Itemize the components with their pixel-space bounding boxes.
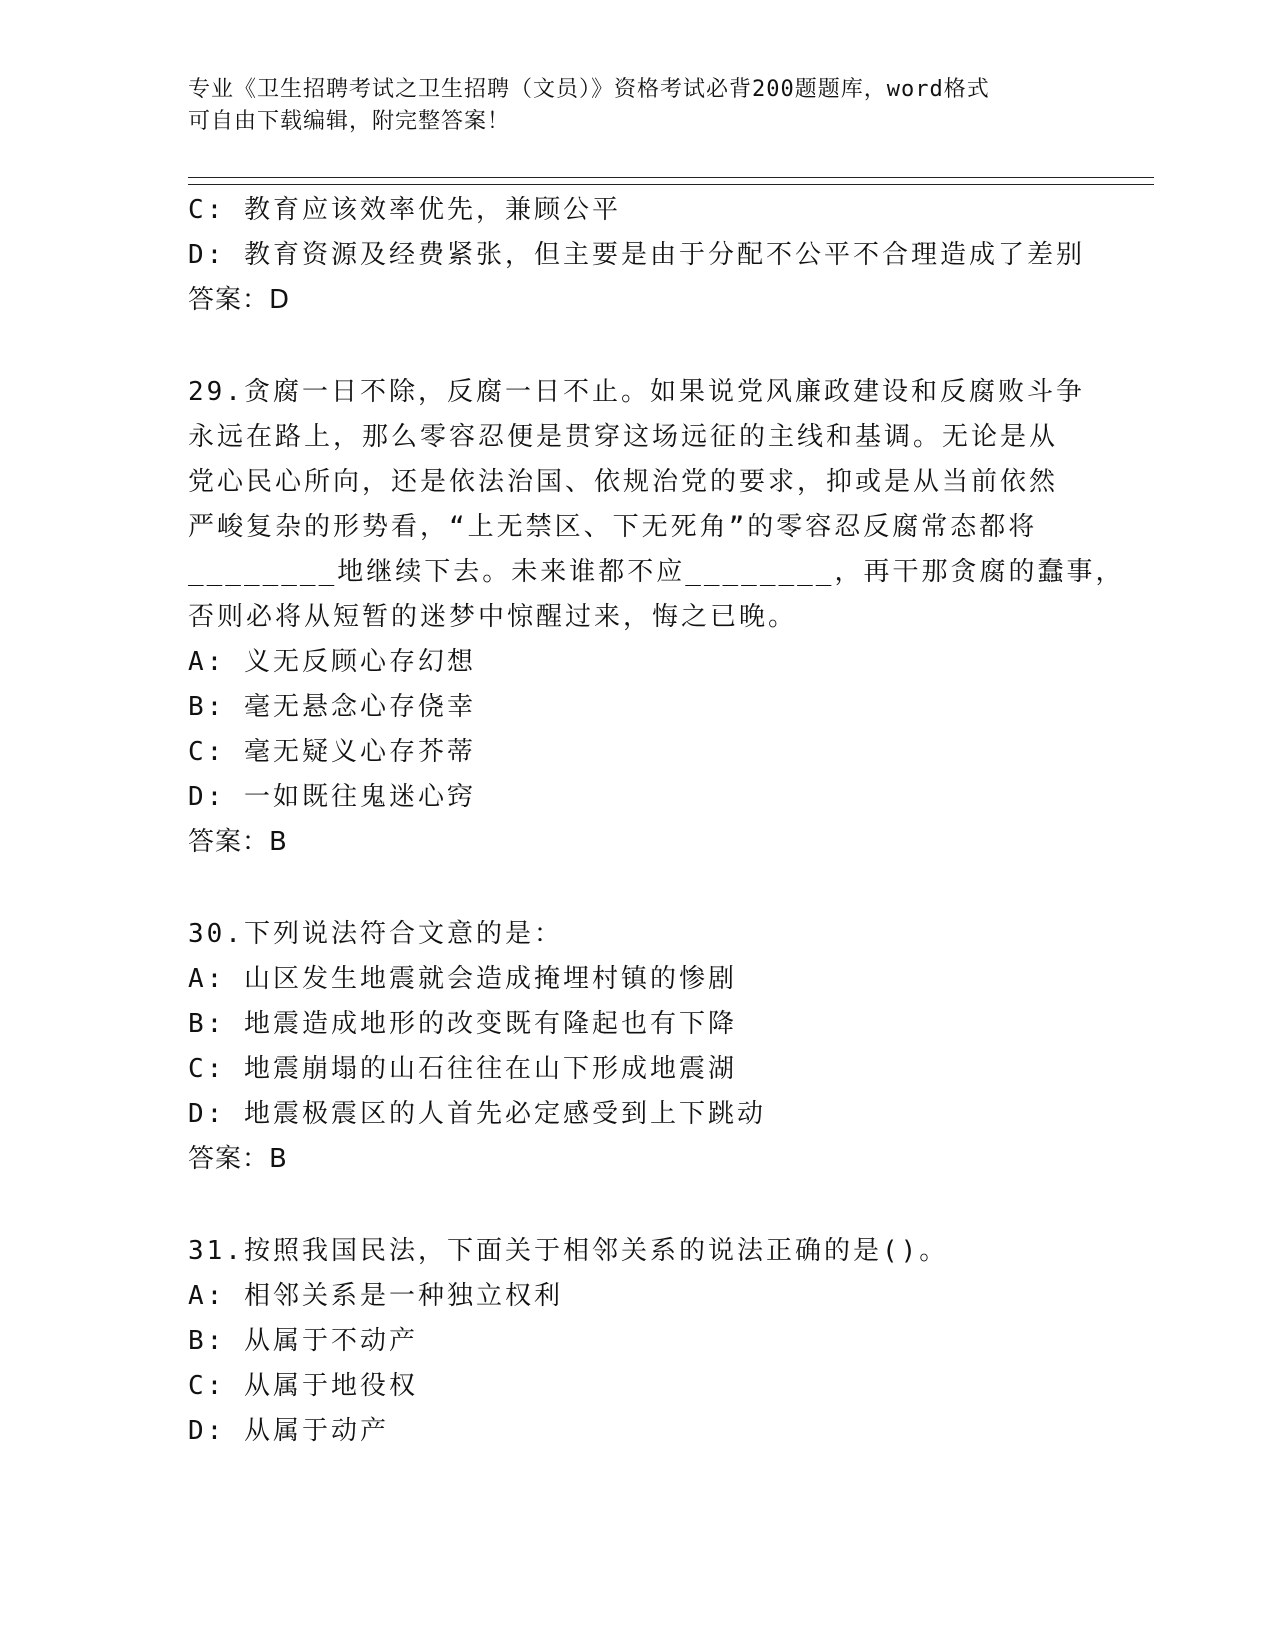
option-c: C: 教育应该效率优先，兼顾公平: [188, 195, 621, 225]
question-31: [188, 1229, 1088, 1454]
answer-label: 答案：D: [188, 285, 291, 315]
header-line-2: 可自由下载编辑，附完整答案！: [188, 109, 511, 134]
option-c: C: 从属于地役权: [188, 1371, 418, 1401]
question-30: [188, 912, 1088, 1182]
option-d: D: 从属于动产: [188, 1416, 389, 1446]
header-divider: [188, 177, 1154, 185]
stem-line: 29.贪腐一日不除，反腐一日不止。如果说党风廉政建设和反腐败斗争: [188, 377, 1085, 407]
option-a: A: 相邻关系是一种独立权利: [188, 1281, 563, 1311]
stem-line: 否则必将从短暂的迷梦中惊醒过来，悔之已晚。: [188, 602, 798, 632]
option-b: B: 从属于不动产: [188, 1326, 418, 1356]
option-a: A: 义无反顾心存幻想: [188, 647, 476, 677]
question-stem: [188, 370, 1125, 640]
document-body: [188, 188, 1125, 1454]
answer-label: 答案：B: [188, 1144, 288, 1174]
stem-line: ________地继续下去。未来谁都不应________，再干那贪腐的蠢事，: [188, 557, 1125, 587]
option-c: C: 毫无疑义心存芥蒂: [188, 737, 476, 767]
option-c: C: 地震崩塌的山石往往在山下形成地震湖: [188, 1054, 737, 1084]
option-d: D: 一如既往鬼迷心窍: [188, 782, 476, 812]
option-a: A: 山区发生地震就会造成掩埋村镇的惨剧: [188, 964, 737, 994]
question-28-tail: [188, 188, 1088, 323]
question-29: [188, 370, 1125, 865]
answer-label: 答案：B: [188, 827, 288, 857]
question-stem: 30.下列说法符合文意的是：: [188, 919, 563, 949]
stem-line: 党心民心所向，还是依法治国、依规治党的要求，抑或是从当前依然: [188, 467, 1059, 497]
stem-line: 严峻复杂的形势看，“上无禁区、下无死角”的零容忍反腐常态都将: [188, 512, 1038, 542]
option-d: D: 地震极震区的人首先必定感受到上下跳动: [188, 1099, 766, 1129]
option-b: B: 毫无悬念心存侥幸: [188, 692, 476, 722]
header-line-1: 专业《卫生招聘考试之卫生招聘（文员）》资格考试必背200题题库，word格式: [188, 77, 990, 102]
question-stem: 31.按照我国民法，下面关于相邻关系的说法正确的是()。: [188, 1236, 949, 1266]
option-d: D: 教育资源及经费紧张，但主要是由于分配不公平不合理造成了差别: [188, 240, 1085, 270]
stem-line: 永远在路上，那么零容忍便是贯穿这场远征的主线和基调。无论是从: [188, 422, 1059, 452]
option-b: B: 地震造成地形的改变既有隆起也有下降: [188, 1009, 737, 1039]
page-header: [188, 74, 1088, 138]
